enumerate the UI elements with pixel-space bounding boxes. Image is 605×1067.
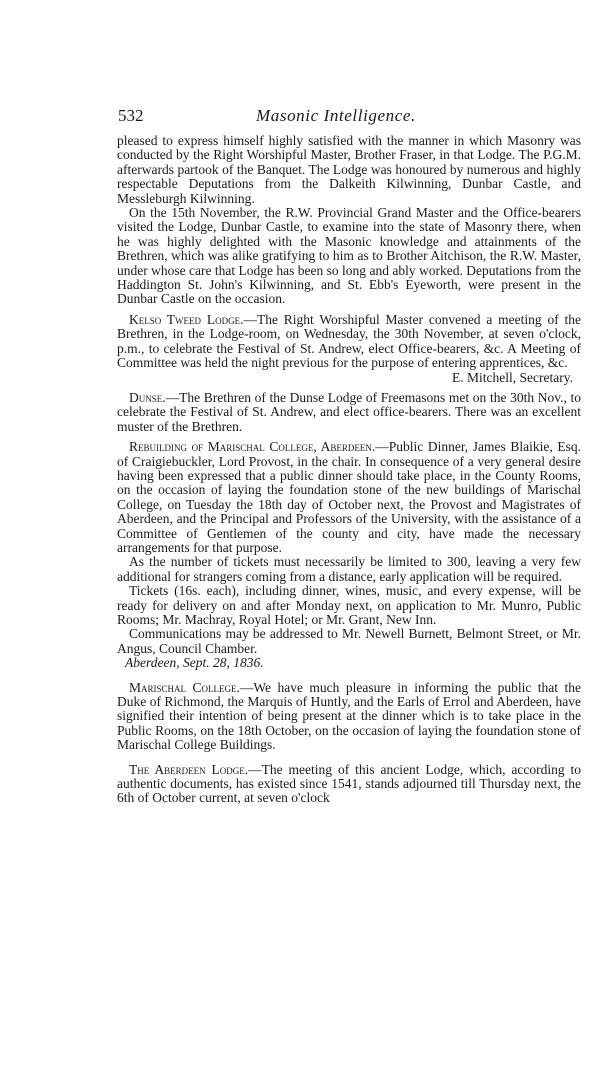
paragraph-marischal-rebuilding (117, 440, 581, 555)
kelso-tweed-text: —The Right Worshipful Master convened a meeting of the Brethren, in the Lodge-room, on Wednesday, the 30th November, at seven o'clock, p.m., to celebrate the Festival of St. Andrew, elect Office-bearers, &c. A Meeting of Committee was held the night previous for the purpose of entering apprentices, &c. (117, 311, 581, 371)
marischal-rebuilding-text: —Public Dinner, James Blaikie, Esq. of Craigiebuckler, Lord Provost, in the chair. In consequence of a very general desire having been expressed that a public dinner should take place, in the County Rooms, on the occasion of laying the foundation stone of the new buildings of Marischal College, on Tuesday the 18th day of October next, the Provost and Magistrates of Aberdeen, and the Principal and Professors of the University, with the assistance of a Committee of Gentlemen of the county and city, have made the necessary arrangements for that purpose. (117, 439, 581, 555)
page-number: 532 (118, 106, 144, 125)
marischal-college-heading: Marischal College. (129, 679, 240, 695)
paragraph-marischal-college (117, 681, 581, 753)
paragraph-aberdeen-lodge (117, 763, 581, 806)
aberdeen-lodge-heading: The Aberdeen Lodge. (129, 761, 249, 777)
paragraph-tickets-limit: As the number of tickets must necessarily be limited to 300, leaving a very few additional for strangers coming from a distance, early application will be required. (117, 554, 581, 584)
dateline: Aberdeen, Sept. 28, 1836. (125, 655, 264, 671)
marischal-college-text: —We have much pleasure in informing the public that the Duke of Richmond, the Marquis of Huntly, and the Earls of Errol and Aberdeen, have signified their intention of being present at the dinner which is to take place in the Public Rooms, on the 18th October, on the occasion of laying the foundation stone of Marischal College Buildings. (117, 679, 581, 753)
page-header (118, 106, 588, 128)
paragraph-communications: Communications may be addressed to Mr. Newell Burnett, Belmont Street, or Mr. Angus, Council Chamber. (117, 626, 581, 656)
paragraph-lodge-visit: pleased to express himself highly satisfied with the manner in which Masonry was conducted by the Right Worshipful Master, Brother Fraser, in that Lodge. The P.G.M. afterwards partook of the Banquet. The Lodge was honoured by numerous and highly respectable Deputations from the Dalkeith Kilwinning, Dunbar Castle, and Messleburgh Kilwinning. (117, 133, 581, 206)
running-title: Masonic Intelligence. (256, 106, 416, 125)
paragraph-tickets-price: Tickets (16s. each), including dinner, wines, music, and every expense, will be ready for delivery on and after Monday next, on application to Mr. Munro, Public Rooms; Mr. Machray, Royal Hotel; or Mr. Grant, New Inn. (117, 583, 581, 627)
paragraph-dunse (117, 391, 581, 434)
kelso-tweed-heading: Kelso Tweed Lodge. (129, 311, 244, 327)
marischal-rebuilding-heading: Rebuilding of Marischal College, Aberdeen. (129, 439, 376, 455)
paragraph-kelso-tweed (117, 313, 581, 371)
secretary-signature: E. Mitchell, Secretary. (452, 369, 573, 385)
dunse-text: —The Brethren of the Dunse Lodge of Freemasons met on the 30th Nov., to celebrate the Festival of St. Andrew, and elect office-bearers. There was an excellent muster of the Brethren. (117, 389, 581, 434)
article-body (117, 134, 581, 806)
dunse-heading: Dunse. (129, 389, 166, 405)
paragraph-dunbar-castle: On the 15th November, the R.W. Provincial Grand Master and the Office-bearers visited the Lodge, Dunbar Castle, to examine into the state of Masonry there, when he was highly delighted with the Masonic knowledge and attainments of the Brethren, which was alike gratifying to him as to Brother Aitchison, the R.W. Master, under whose care that Lodge has been so long and ably worked. Deputations from the Haddington St. John's Kilwinning, and St. Ebb's Eyeworth, were present in the Dunbar Castle on the occasion. (117, 205, 581, 307)
aberdeen-lodge-text: —The meeting of this ancient Lodge, which, according to authentic documents, has existed since 1541, stands adjourned till Thursday next, the 6th of October current, at seven o'clock (117, 761, 582, 806)
